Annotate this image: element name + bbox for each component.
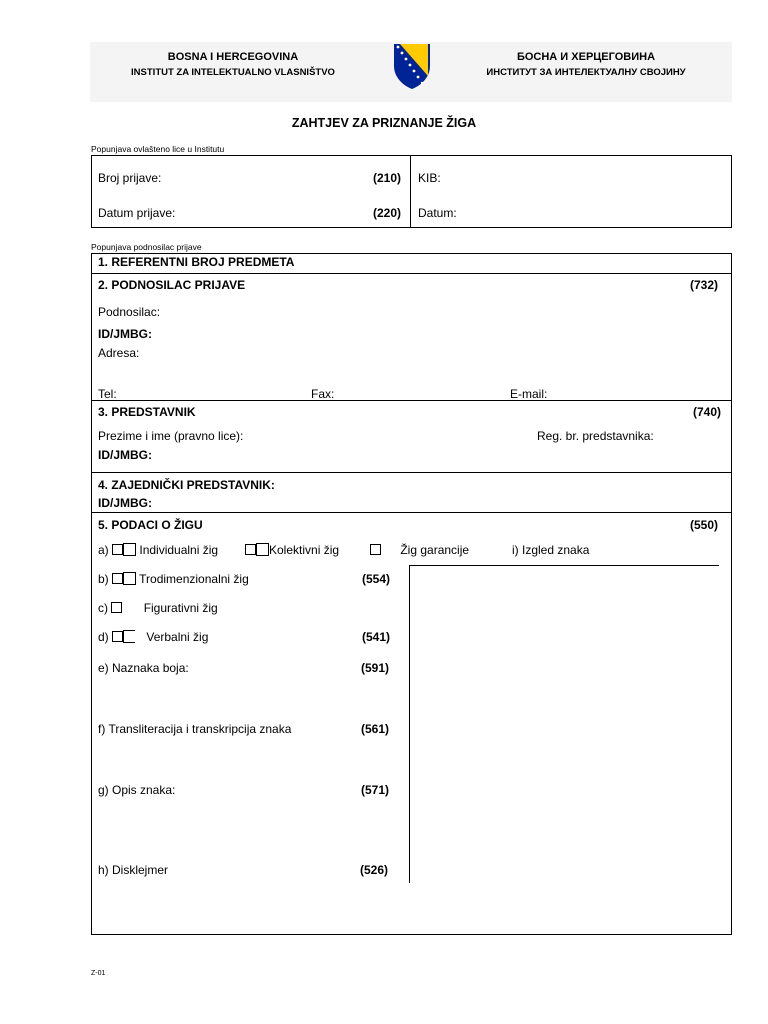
izgled-znaka-area[interactable] xyxy=(412,568,717,880)
izgled-znaka-left-line xyxy=(409,565,410,883)
figurativni-label: Figurativni žig xyxy=(143,601,218,615)
institute-note: Popunjava ovlašteno lice u Institutu xyxy=(91,144,225,154)
row-d xyxy=(98,630,208,644)
code-554: (554) xyxy=(362,572,391,586)
opis-znaka-label[interactable]: g) Opis znaka: xyxy=(98,783,176,797)
checkbox[interactable] xyxy=(112,544,123,555)
individualni-label: Individualni žig xyxy=(139,543,219,557)
applicant-note: Popunjava podnosilac prijave xyxy=(91,242,202,252)
header-right-line2: ИНСТИТУТ ЗА ИНТЕЛЕКТУАЛНУ СВОЈИНУ xyxy=(486,67,686,78)
section-4-title: 4. ZAJEDNIČKI PREDSTAVNIK: xyxy=(98,478,275,492)
row-c xyxy=(98,601,218,615)
garancije-option xyxy=(370,543,469,557)
code-541: (541) xyxy=(362,630,391,644)
adresa-label[interactable]: Adresa: xyxy=(98,346,140,360)
izgled-znaka-label: i) Izgled znaka xyxy=(512,543,590,557)
row-a xyxy=(98,543,218,557)
divider xyxy=(91,400,732,401)
row-a-label: a) xyxy=(98,543,109,557)
header-right-line1: БОСНА И ХЕРЦЕГОВИНА xyxy=(516,51,656,63)
bih-coat-of-arms-icon xyxy=(392,42,432,90)
email-label[interactable]: E-mail: xyxy=(510,387,548,401)
garancije-label: Žig garancije xyxy=(400,543,470,557)
prezime-label[interactable]: Prezime i ime (pravno lice): xyxy=(98,429,244,443)
podnosilac-label[interactable]: Podnosilac: xyxy=(98,305,161,319)
code-591: (591) xyxy=(361,661,390,675)
row-b xyxy=(98,572,249,586)
checkbox[interactable] xyxy=(111,602,122,613)
datum-prijave-label: Datum prijave: xyxy=(98,206,176,220)
code-550: (550) xyxy=(690,518,719,532)
code-210: (210) xyxy=(373,171,402,185)
id-jmbg-label[interactable]: ID/JMBG: xyxy=(98,448,152,462)
header-left-line1: BOSNA I HERCEGOVINA xyxy=(167,51,299,63)
code-561: (561) xyxy=(361,722,390,736)
fax-label[interactable]: Fax: xyxy=(311,387,335,401)
row-d-label: d) xyxy=(98,630,109,644)
kolektivni-label: Kolektivni žig xyxy=(269,543,340,557)
section-1-title: 1. REFERENTNI BROJ PREDMETA xyxy=(98,255,295,269)
datum-field[interactable]: Datum: xyxy=(418,206,457,220)
code-740: (740) xyxy=(693,405,722,419)
page-title: ZAHTJEV ZA PRIZNANJE ŽIGA xyxy=(291,116,477,130)
code-732: (732) xyxy=(690,278,719,292)
checkbox[interactable] xyxy=(112,573,123,584)
institute-box xyxy=(91,155,732,228)
code-571: (571) xyxy=(361,783,390,797)
code-526: (526) xyxy=(360,863,389,877)
reg-label[interactable]: Reg. br. predstavnika: xyxy=(537,429,654,443)
checkbox[interactable] xyxy=(370,544,381,555)
id-jmbg-label[interactable]: ID/JMBG: xyxy=(98,327,152,341)
checkbox[interactable] xyxy=(245,544,256,555)
section-2-title: 2. PODNOSILAC PRIJAVE xyxy=(98,278,246,292)
divider xyxy=(91,273,732,274)
disklejmer-label[interactable]: h) Disklejmer xyxy=(98,863,169,877)
checkbox[interactable] xyxy=(123,630,135,643)
section-5-title: 5. PODACI O ŽIGU xyxy=(98,518,203,532)
form-code: Z-01 xyxy=(91,970,106,977)
institute-divider xyxy=(410,155,411,228)
divider xyxy=(91,472,732,473)
verbalni-label: Verbalni žig xyxy=(146,630,209,644)
id-jmbg-label[interactable]: ID/JMBG: xyxy=(98,496,152,510)
kib-field[interactable]: KIB: xyxy=(418,171,441,185)
naznaka-boja-label[interactable]: e) Naznaka boja: xyxy=(98,661,189,675)
divider xyxy=(91,512,732,513)
kolektivni-option xyxy=(245,543,339,557)
tel-label[interactable]: Tel: xyxy=(98,387,117,401)
broj-prijave-label: Broj prijave: xyxy=(98,171,162,185)
transliteracija-label[interactable]: f) Transliteracija i transkripcija znaka xyxy=(98,722,292,736)
checkbox[interactable] xyxy=(256,543,269,556)
trodimenzionalni-label: Trodimenzionalni žig xyxy=(139,572,249,586)
checkbox[interactable] xyxy=(123,543,136,556)
code-220: (220) xyxy=(373,206,402,220)
izgled-znaka-top-line xyxy=(409,565,719,566)
row-b-label: b) xyxy=(98,572,109,586)
checkbox[interactable] xyxy=(123,572,136,585)
checkbox[interactable] xyxy=(112,631,123,642)
header-left-line2: INSTITUT ZA INTELEKTUALNO VLASNIŠTVO xyxy=(131,67,335,78)
section-3-title: 3. PREDSTAVNIK xyxy=(98,405,196,419)
row-c-label: c) xyxy=(98,601,108,615)
